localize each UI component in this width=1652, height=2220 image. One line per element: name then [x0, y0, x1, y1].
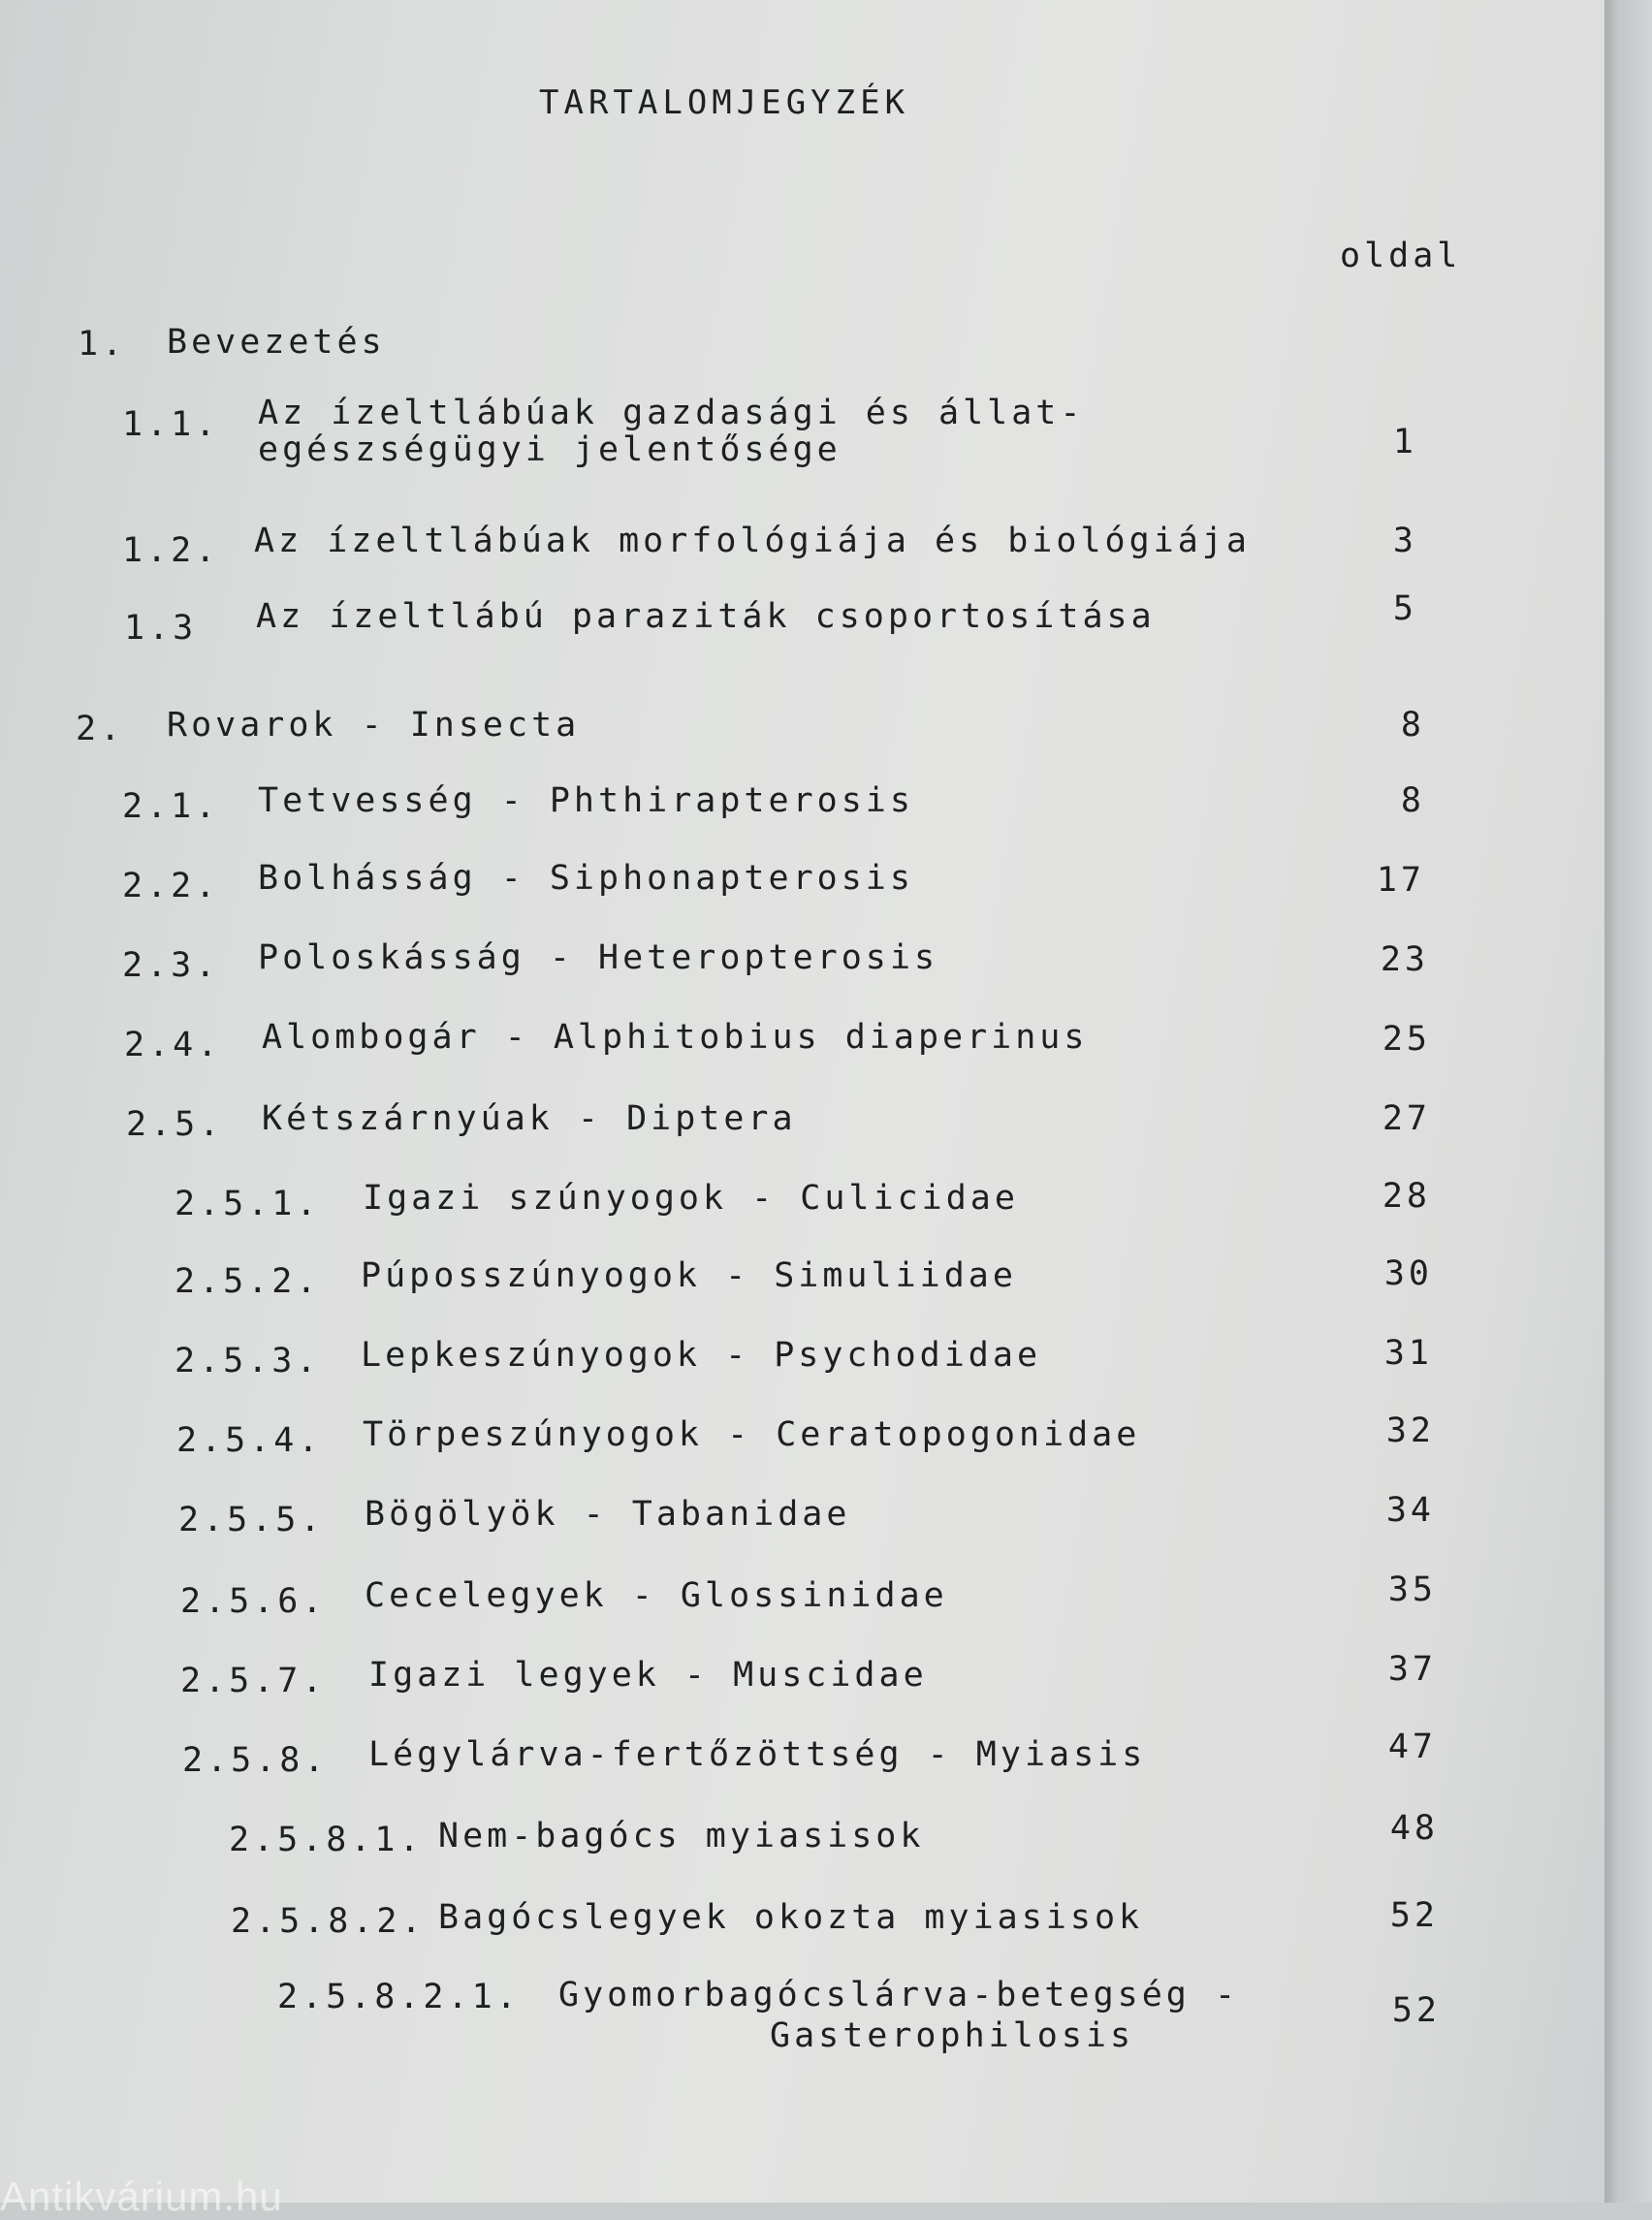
entry-text: Poloskásság - Heteropterosis — [258, 938, 939, 977]
entry-page: 25 — [1382, 1020, 1431, 1059]
page-edge-shadow — [1604, 0, 1652, 2203]
entry-text: Púposszúnyogok - Simuliidae — [361, 1256, 1017, 1295]
entry-page: 52 — [1391, 1991, 1441, 2030]
entry-text: Nem-bagócs myiasisok — [438, 1817, 925, 1855]
entry-number: 2.5.5. — [178, 1501, 325, 1539]
entry-page: 52 — [1389, 1896, 1439, 1935]
entry-number: 2.5.3. — [175, 1342, 321, 1380]
entry-number: 2.5.6. — [180, 1582, 327, 1621]
entry-page: 34 — [1385, 1491, 1435, 1530]
entry-text: Bögölyök - Tabanidae — [365, 1495, 851, 1534]
entry-page: 47 — [1387, 1728, 1437, 1766]
entry-page: 3 — [1392, 522, 1417, 560]
page-column-label: oldal — [1340, 237, 1462, 275]
entry-text: Igazi szúnyogok - Culicidae — [363, 1179, 1019, 1218]
entry-text: Az ízeltlábúak morfológiája és biológiája — [254, 522, 1251, 560]
entry-number: 2.5.8.2. — [231, 1902, 426, 1941]
entry-number: 2.3. — [122, 946, 220, 985]
entry-text: Az ízeltlábúak gazdasági és állat- — [258, 394, 1085, 432]
entry-text: Törpeszúnyogok - Ceratopogonidae — [363, 1415, 1141, 1454]
entry-number: 2.5.8. — [182, 1741, 329, 1780]
entry-page: 48 — [1389, 1809, 1439, 1848]
entry-page: 8 — [1400, 781, 1425, 820]
entry-page: 32 — [1385, 1411, 1435, 1450]
entry-number: 2.5.8.2.1. — [277, 1978, 521, 2016]
entry-page: 31 — [1383, 1334, 1433, 1373]
entry-page: 17 — [1376, 861, 1425, 900]
entry-number: 2.5.8.1. — [229, 1821, 424, 1859]
entry-page: 1 — [1392, 423, 1417, 461]
entry-page: 30 — [1383, 1254, 1433, 1293]
entry-number: 1.2. — [122, 531, 220, 570]
entry-number: 2.1. — [122, 787, 220, 826]
entry-text: Bevezetés — [167, 323, 386, 362]
entry-text: Cecelegyek - Glossinidae — [365, 1576, 948, 1615]
entry-number: 1.1. — [122, 405, 220, 444]
entry-number: 2.5.4. — [176, 1421, 323, 1460]
entry-number: 2.5.7. — [180, 1662, 327, 1700]
entry-text: Bagócslegyek okozta myiasisok — [438, 1898, 1144, 1937]
entry-text: Kétszárnyúak - Diptera — [262, 1099, 797, 1138]
entry-number: 1. — [78, 325, 127, 364]
page-title: TARTALOMJEGYZÉK — [539, 83, 910, 122]
entry-text: Tetvesség - Phthirapterosis — [258, 781, 914, 820]
entry-page: 35 — [1387, 1570, 1437, 1609]
entry-number: 1.3 — [124, 609, 198, 648]
entry-text: Igazi legyek - Muscidae — [368, 1656, 928, 1695]
entry-number: 2.2. — [122, 867, 220, 905]
entry-page: 23 — [1380, 940, 1429, 979]
entry-number: 2.5.1. — [175, 1185, 321, 1223]
entry-page: 37 — [1387, 1650, 1437, 1689]
entry-text: Rovarok - Insecta — [167, 706, 581, 745]
entry-text: Alombogár - Alphitobius diaperinus — [262, 1018, 1089, 1057]
entry-number: 2.4. — [124, 1026, 222, 1064]
entry-page: 28 — [1382, 1177, 1431, 1216]
entry-text: Bolhásság - Siphonapterosis — [258, 859, 914, 898]
entry-text-continued: Gasterophilosis — [770, 2016, 1135, 2055]
entry-number: 2. — [76, 710, 125, 748]
entry-page: 5 — [1392, 589, 1417, 628]
entry-number: 2.5.2. — [175, 1262, 321, 1301]
entry-text: Légylárva-fertőzöttség - Myiasis — [368, 1735, 1147, 1774]
entry-text: Lepkeszúnyogok - Psychodidae — [361, 1336, 1042, 1375]
entry-text-continued: egészségügyi jelentősége — [258, 430, 842, 469]
watermark: Antikvárium.hu — [0, 2173, 283, 2219]
entry-text: Gyomorbagócslárva-betegség - — [558, 1976, 1240, 2014]
entry-text: Az ízeltlábú paraziták csoportosítása — [256, 597, 1156, 636]
entry-page: 8 — [1400, 706, 1425, 745]
entry-page: 27 — [1382, 1099, 1431, 1138]
entry-number: 2.5. — [126, 1105, 224, 1144]
